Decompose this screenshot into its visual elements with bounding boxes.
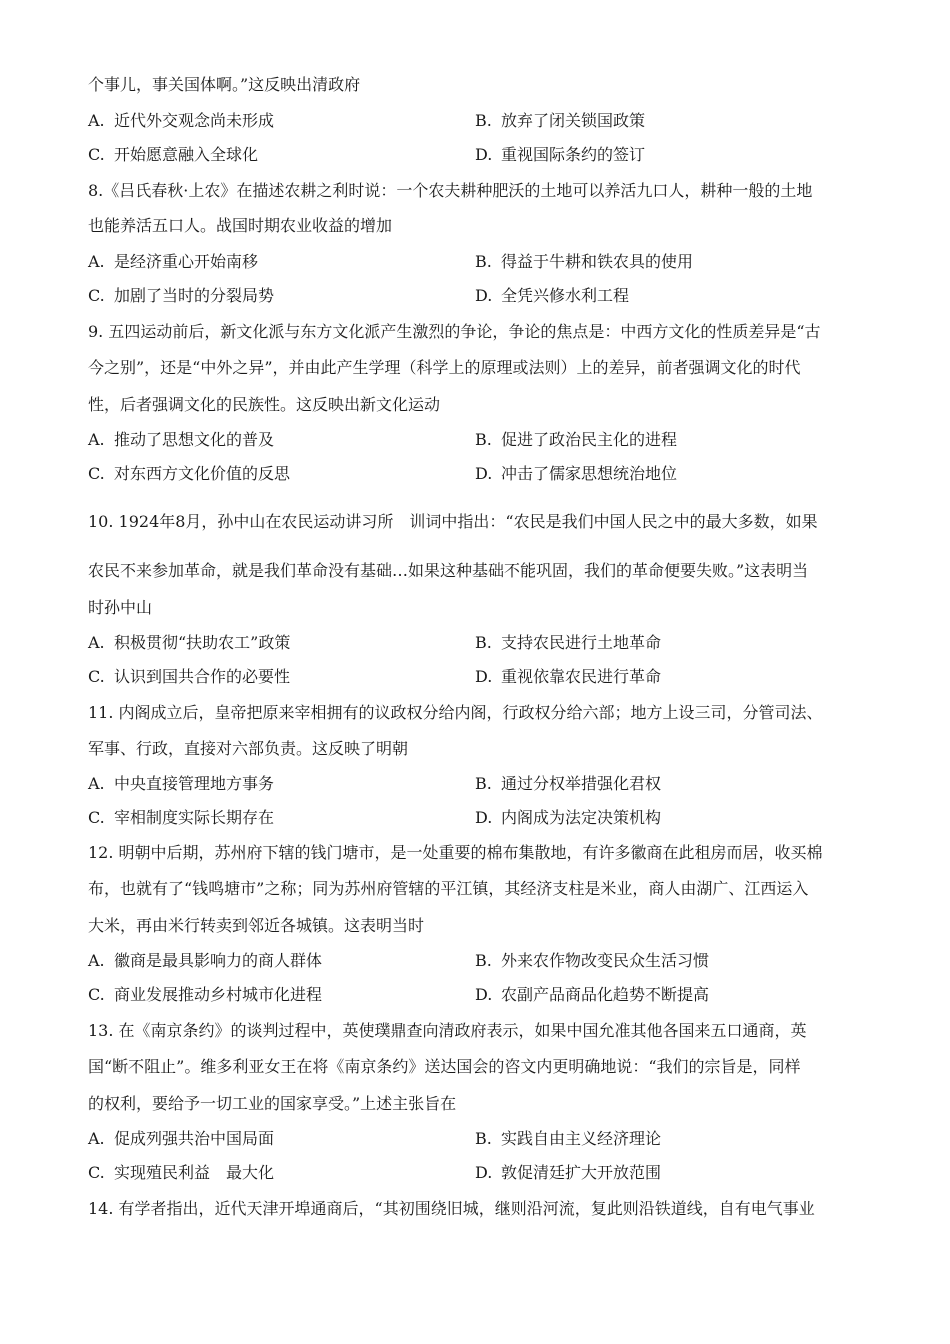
q9-option-d[interactable]: D. 冲击了儒家思想统治地位	[475, 464, 678, 483]
q7-option-d[interactable]: D. 重视国际条约的签订	[475, 145, 646, 164]
q11-option-d[interactable]: D. 内阁成为法定决策机构	[475, 808, 662, 827]
q8-option-a[interactable]: A. 是经济重心开始南移	[88, 252, 259, 271]
q12-stem-line-2: 布，也就有了“钱鸣塘市”之称；同为苏州府管辖的平江镇，其经济支柱是米业，商人由湖广、江西运入	[88, 879, 809, 898]
q11-option-c[interactable]: C. 宰相制度实际长期存在	[88, 808, 275, 827]
q8-stem-line-1: 8.《吕氏春秋·上农》在描述农耕之利时说：一个农夫耕种肥沃的土地可以养活九口人，耕种一般的土地	[88, 181, 813, 200]
q9-stem-line-1: 9. 五四运动前后，新文化派与东方文化派产生激烈的争论，争论的焦点是：中西方文化的性质差异是“古	[88, 322, 821, 341]
q10-option-d[interactable]: D. 重视依靠农民进行革命	[475, 667, 662, 686]
q10-stem-line-1: 10. 1924年8月，孙中山在农民运动讲习所 训词中指出：“农民是我们中国人民之中的最大多数，如果	[88, 512, 818, 531]
q9-option-a[interactable]: A. 推动了思想文化的普及	[88, 430, 275, 449]
q8-option-c[interactable]: C. 加剧了当时的分裂局势	[88, 286, 275, 305]
q11-option-a[interactable]: A. 中央直接管理地方事务	[88, 774, 275, 793]
q12-option-b[interactable]: B. 外来农作物改变民众生活习惯	[475, 951, 710, 970]
q7-stem-tail: 个事儿，事关国体啊。”这反映出清政府	[88, 75, 361, 94]
q13-option-d[interactable]: D. 敦促清廷扩大开放范围	[475, 1163, 662, 1182]
q12-option-d[interactable]: D. 农副产品商品化趋势不断提高	[475, 985, 710, 1004]
q13-stem-line-1: 13. 在《南京条约》的谈判过程中，英使璞鼎查向清政府表示，如果中国允准其他各国来五口通商，英	[88, 1021, 807, 1040]
q10-stem-line-2: 农民不来参加革命，就是我们革命没有基础…如果这种基础不能巩固，我们的革命便要失败。”这表明当	[88, 561, 809, 580]
q12-option-a[interactable]: A. 徽商是最具影响力的商人群体	[88, 951, 323, 970]
q12-option-c[interactable]: C. 商业发展推动乡村城市化进程	[88, 985, 323, 1004]
q10-option-b[interactable]: B. 支持农民进行土地革命	[475, 633, 662, 652]
q9-stem-line-3: 性，后者强调文化的民族性。这反映出新文化运动	[88, 395, 441, 414]
q10-option-c[interactable]: C. 认识到国共合作的必要性	[88, 667, 291, 686]
q9-stem-line-2: 今之别”，还是“中外之异”，并由此产生学理（科学上的原理或法则）上的差异，前者强调文化的时代	[88, 358, 801, 377]
q10-option-a[interactable]: A. 积极贯彻“扶助农工”政策	[88, 633, 291, 652]
q12-stem-line-3: 大米，再由米行转卖到邻近各城镇。这表明当时	[88, 916, 425, 935]
q12-stem-line-1: 12. 明朝中后期，苏州府下辖的钱门塘市，是一处重要的棉布集散地，有许多徽商在此租房而居，收买棉	[88, 843, 823, 862]
q13-option-b[interactable]: B. 实践自由主义经济理论	[475, 1129, 662, 1148]
q11-stem-line-2: 军事、行政，直接对六部负责。这反映了明朝	[88, 739, 409, 758]
q8-stem-line-2: 也能养活五口人。战国时期农业收益的增加	[88, 216, 393, 235]
q8-option-b[interactable]: B. 得益于牛耕和铁农具的使用	[475, 252, 694, 271]
q13-option-c[interactable]: C. 实现殖民利益 最大化	[88, 1163, 275, 1182]
q7-option-b[interactable]: B. 放弃了闭关锁国政策	[475, 111, 646, 130]
q8-option-d[interactable]: D. 全凭兴修水利工程	[475, 286, 630, 305]
q14-stem-line-1: 14. 有学者指出，近代天津开埠通商后，“其初围绕旧城，继则沿河流，复此则沿铁道线，自有电气事业	[88, 1199, 815, 1218]
q7-option-a[interactable]: A. 近代外交观念尚未形成	[88, 111, 275, 130]
q11-option-b[interactable]: B. 通过分权举措强化君权	[475, 774, 662, 793]
q9-option-c[interactable]: C. 对东西方文化价值的反思	[88, 464, 291, 483]
q9-option-b[interactable]: B. 促进了政治民主化的进程	[475, 430, 678, 449]
q7-option-c[interactable]: C. 开始愿意融入全球化	[88, 145, 259, 164]
q10-stem-line-3: 时孙中山	[88, 598, 153, 617]
q11-stem-line-1: 11. 内阁成立后，皇帝把原来宰相拥有的议政权分给内阁，行政权分给六部；地方上设三司，分管司法、	[88, 703, 823, 722]
q13-option-a[interactable]: A. 促成列强共治中国局面	[88, 1129, 275, 1148]
q13-stem-line-3: 的权利，要给予一切工业的国家享受。”上述主张旨在	[88, 1094, 457, 1113]
q13-stem-line-2: 国“断不阻止”。维多利亚女王在将《南京条约》送达国会的咨文内更明确地说：“我们的宗旨是，同样	[88, 1057, 801, 1076]
